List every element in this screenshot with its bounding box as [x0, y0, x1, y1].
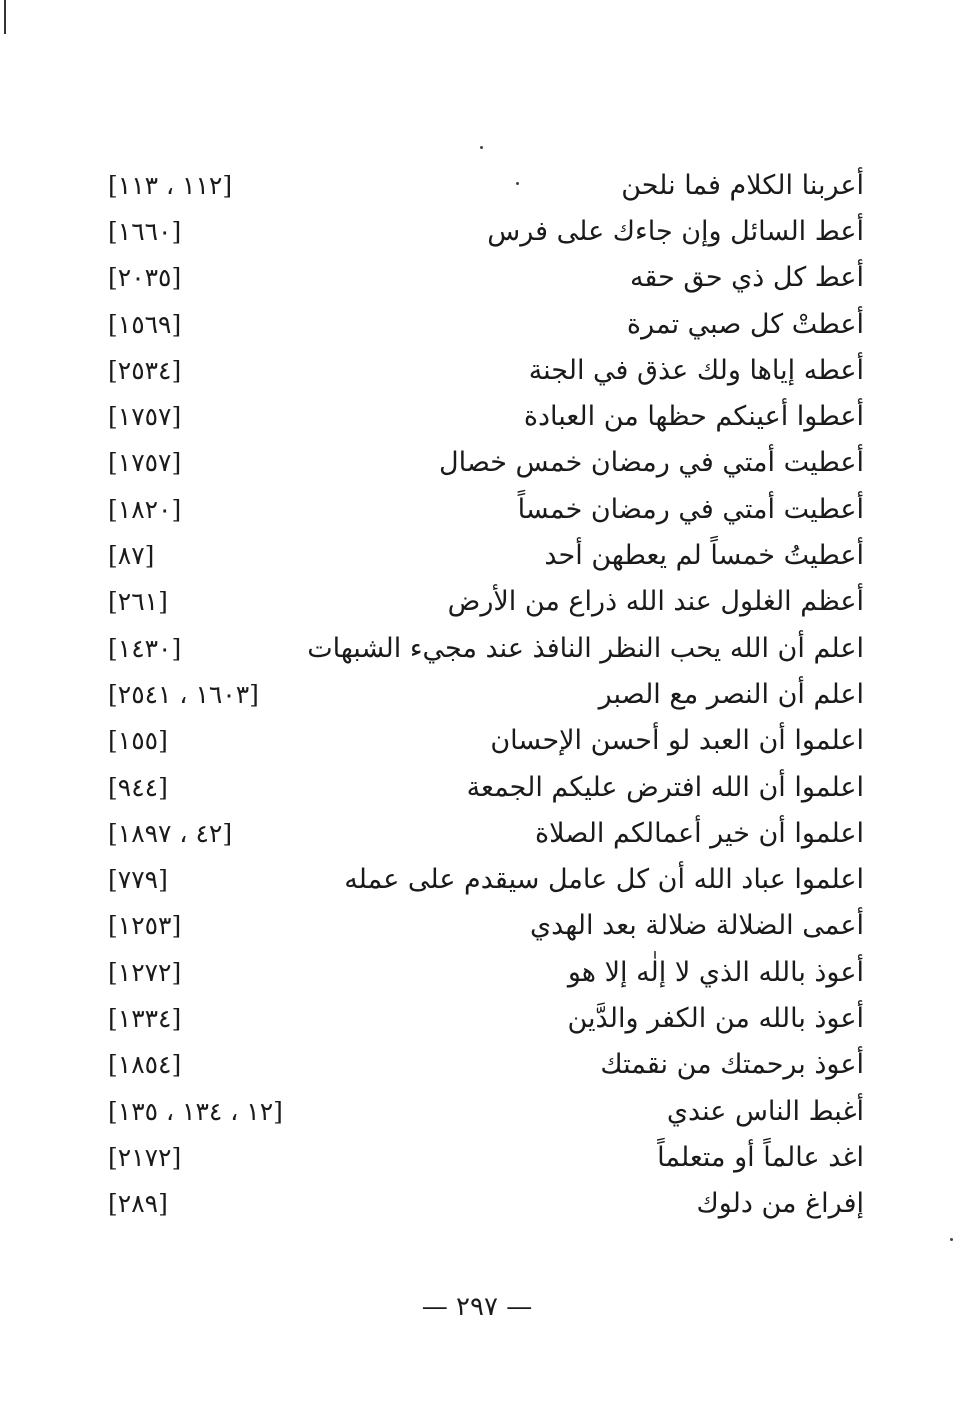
entry-reference: [٨٧]: [108, 541, 155, 571]
entry-text: أعطيتُ خمساً لم يعطهن أحد: [544, 540, 864, 572]
entry-text: أعوذ بالله من الكفر والدَّين: [567, 1002, 864, 1034]
index-entry: [108, 718, 864, 764]
index-entry: [108, 255, 864, 301]
index-entry: [108, 671, 864, 717]
entry-reference: [١٤٣٠]: [108, 633, 182, 663]
entry-reference: [١٦٠٣ ، ٢٥٤١]: [108, 679, 259, 709]
entry-text: اعلم أن الله يحب النظر النافذ عند مجيء الشبهات: [307, 632, 864, 664]
entry-reference: [١١٢ ، ١١٣]: [108, 170, 233, 200]
entry-reference: [٢١٧٢]: [108, 1142, 182, 1172]
entry-text: اعلموا أن خير أعمالكم الصلاة: [535, 817, 864, 849]
index-entry: [108, 810, 864, 856]
entry-text: أعطه إياها ولك عذق في الجنة: [528, 354, 864, 386]
entry-text: أعوذ برحمتك من نقمتك: [600, 1049, 864, 1081]
entry-reference: [١٢٥٣]: [108, 911, 182, 941]
entry-text: أعربنا الكلام فما نلحن: [621, 169, 864, 201]
entry-text: أعطوا أعينكم حظها من العبادة: [523, 401, 864, 433]
scan-speck: [480, 146, 483, 149]
entry-text: أغبط الناس عندي: [666, 1095, 864, 1127]
entry-reference: [٢٨٩]: [108, 1189, 168, 1219]
entry-reference: [٤٢ ، ١٨٩٧]: [108, 818, 233, 848]
entry-text: اغد عالماً أو متعلماً: [657, 1141, 864, 1173]
entry-reference: [١٥٦٩]: [108, 309, 182, 339]
entry-reference: [١٣٣٤]: [108, 1003, 182, 1033]
entry-text: اعلموا أن الله افترض عليكم الجمعة: [466, 771, 864, 803]
entry-text: أعطيت أمتي في رمضان خمساً: [517, 493, 864, 525]
entry-reference: [٩٤٤]: [108, 772, 168, 802]
index-entry: [108, 162, 864, 208]
index-entry: [108, 903, 864, 949]
scan-edge-mark: [4, 0, 6, 34]
page-number: — ٢٩٧ —: [421, 1292, 533, 1322]
entry-text: أعط السائل وإن جاءك على فرس: [487, 215, 864, 247]
entry-reference: [١٢٧٢]: [108, 957, 182, 987]
hadith-index-list: [108, 162, 864, 1227]
entry-reference: [١٨٢٠]: [108, 494, 182, 524]
index-entry: [108, 347, 864, 393]
index-entry: [108, 764, 864, 810]
entry-reference: [٢٠٣٥]: [108, 263, 182, 293]
index-entry: [108, 579, 864, 625]
entry-reference: [١٧٥٧]: [108, 402, 182, 432]
index-entry: [108, 486, 864, 532]
index-entry: [108, 1134, 864, 1180]
index-entry: [108, 532, 864, 578]
entry-reference: [١٦٦٠]: [108, 216, 182, 246]
entry-reference: [٢٥٣٤]: [108, 355, 182, 385]
index-entry: [108, 625, 864, 671]
scan-speck: [950, 1238, 953, 1241]
entry-text: اعلم أن النصر مع الصبر: [598, 678, 864, 710]
entry-text: أعط كل ذي حق حقه: [629, 262, 864, 294]
index-entry: [108, 856, 864, 902]
index-entry: [108, 949, 864, 995]
entry-reference: [١٥٥]: [108, 726, 168, 756]
entry-text: اعلموا أن العبد لو أحسن الإحسان: [490, 725, 864, 757]
entry-text: اعلموا عباد الله أن كل عامل سيقدم على عمله: [344, 864, 864, 896]
index-entry: [108, 1088, 864, 1134]
index-entry: [108, 1181, 864, 1227]
index-entry: [108, 1042, 864, 1088]
entry-text: أعمى الضلالة ضلالة بعد الهدي: [530, 910, 864, 942]
index-entry: [108, 393, 864, 439]
index-entry: [108, 440, 864, 486]
entry-reference: [١٢ ، ١٣٤ ، ١٣٥]: [108, 1096, 283, 1126]
entry-text: أعطيت أمتي في رمضان خمس خصال: [439, 447, 864, 479]
entry-reference: [٢٦١]: [108, 587, 168, 617]
index-entry: [108, 995, 864, 1041]
entry-text: أعظم الغلول عند الله ذراع من الأرض: [447, 586, 864, 618]
index-entry: [108, 208, 864, 254]
entry-reference: [٧٧٩]: [108, 865, 168, 895]
entry-text: أعطتْ كل صبي تمرة: [626, 308, 864, 340]
entry-reference: [١٧٥٧]: [108, 448, 182, 478]
entry-text: إفراغ من دلوك: [696, 1188, 864, 1220]
entry-text: أعوذ بالله الذي لا إلٰه إلا هو: [567, 956, 864, 988]
index-entry: [108, 301, 864, 347]
entry-reference: [١٨٥٤]: [108, 1050, 182, 1080]
